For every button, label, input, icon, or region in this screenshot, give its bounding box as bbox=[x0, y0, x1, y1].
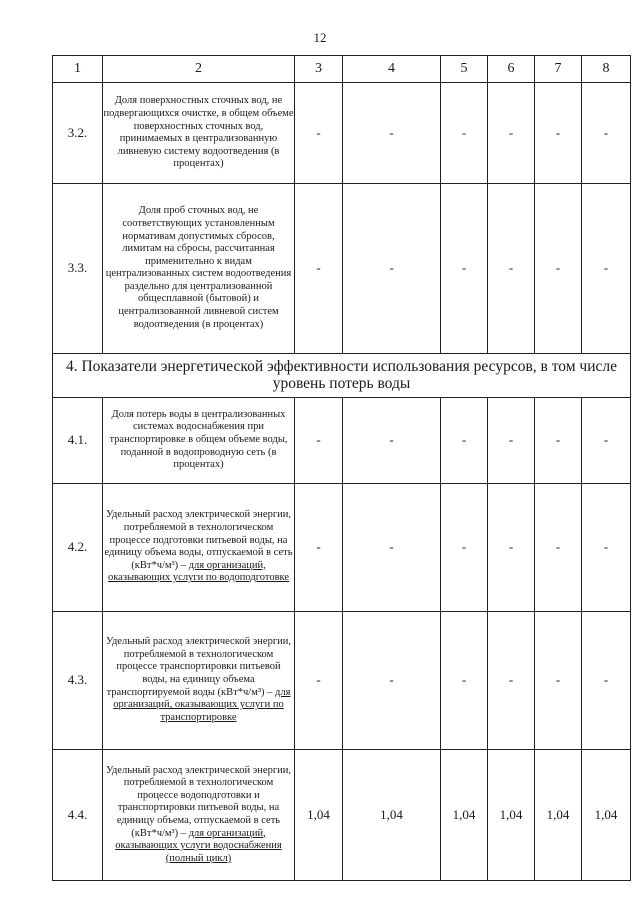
value-cell: - bbox=[535, 184, 582, 353]
value-cell: - bbox=[535, 83, 582, 184]
value-cell: - bbox=[582, 397, 631, 483]
value-cell: - bbox=[295, 611, 343, 749]
header-cell: 7 bbox=[535, 56, 582, 83]
table-row bbox=[53, 184, 631, 353]
value-cell: - bbox=[488, 184, 535, 353]
table-row bbox=[53, 483, 631, 611]
section-row bbox=[53, 353, 631, 397]
value-cell: - bbox=[582, 483, 631, 611]
value-cell: 1,04 bbox=[582, 749, 631, 880]
description-text: Удельный расход электрической энергии, потребляемой в технологическом процессе подготовки питьевой воды, на единицу объема воды, отпускаемой в сеть (кВт*ч/м³) – bbox=[104, 509, 293, 571]
header-row bbox=[53, 56, 631, 83]
value-cell: - bbox=[488, 397, 535, 483]
row-description bbox=[103, 83, 295, 184]
value-cell: - bbox=[441, 184, 488, 353]
value-cell: - bbox=[535, 397, 582, 483]
value-cell: 1,04 bbox=[343, 749, 441, 880]
row-description bbox=[103, 397, 295, 483]
indicators-table bbox=[52, 55, 631, 881]
row-description bbox=[103, 749, 295, 880]
value-cell: 1,04 bbox=[535, 749, 582, 880]
table-row bbox=[53, 83, 631, 184]
row-number: 4.3. bbox=[53, 611, 103, 749]
row-number: 4.1. bbox=[53, 397, 103, 483]
section-title: 4. Показатели энергетической эффективности использования ресурсов, в том числе уровень потерь воды bbox=[53, 353, 631, 397]
value-cell: - bbox=[488, 483, 535, 611]
value-cell: - bbox=[535, 611, 582, 749]
description-text: Доля проб сточных вод, не соответствующих установленным нормативам допустимых сбросов, лимитам на сбросы, рассчитанная применительно к видам централизованных систем водоотведения раздельно для централизованной общесплавной (бытовой) и централизованной ливневой систем водоотведения (в процентах) bbox=[105, 205, 292, 330]
value-cell: - bbox=[441, 483, 488, 611]
row-description bbox=[103, 483, 295, 611]
table-body bbox=[53, 56, 631, 881]
value-cell: - bbox=[343, 397, 441, 483]
value-cell: - bbox=[441, 397, 488, 483]
row-description bbox=[103, 184, 295, 353]
value-cell: - bbox=[441, 83, 488, 184]
header-cell: 8 bbox=[582, 56, 631, 83]
value-cell: - bbox=[343, 611, 441, 749]
header-cell: 5 bbox=[441, 56, 488, 83]
value-cell: - bbox=[582, 83, 631, 184]
value-cell: - bbox=[295, 184, 343, 353]
row-description bbox=[103, 611, 295, 749]
header-cell: 6 bbox=[488, 56, 535, 83]
value-cell: - bbox=[295, 397, 343, 483]
value-cell: 1,04 bbox=[295, 749, 343, 880]
value-cell: 1,04 bbox=[488, 749, 535, 880]
description-underlined-text: для организаций, оказывающих услуги по транспортировке bbox=[113, 686, 291, 723]
header-cell: 1 bbox=[53, 56, 103, 83]
value-cell: - bbox=[582, 611, 631, 749]
row-number: 3.2. bbox=[53, 83, 103, 184]
row-number: 4.2. bbox=[53, 483, 103, 611]
page-number: 12 bbox=[313, 30, 327, 45]
description-underlined-text: для организаций, оказывающих услуги водоснабжения (полный цикл) bbox=[115, 827, 282, 864]
value-cell: 1,04 bbox=[441, 749, 488, 880]
value-cell: - bbox=[488, 611, 535, 749]
value-cell: - bbox=[441, 611, 488, 749]
description-underlined-text: для организаций, оказывающих услуги по водоподготовке bbox=[107, 559, 290, 584]
row-number: 4.4. bbox=[53, 749, 103, 880]
description-text: Доля потерь воды в централизованных системах водоснабжения при транспортировке в общем объеме воды, поданной в водопроводную сеть (в процентах) bbox=[109, 408, 288, 471]
table-row bbox=[53, 749, 631, 880]
header-cell: 4 bbox=[343, 56, 441, 83]
value-cell: - bbox=[295, 483, 343, 611]
description-text: Удельный расход электрической энергии, потребляемой в технологическом процессе водоподготовки и транспортировки питьевой воды, на единицу объема, отпускаемой в сеть (кВт*ч/м³) – bbox=[105, 764, 291, 839]
value-cell: - bbox=[488, 83, 535, 184]
table-row bbox=[53, 611, 631, 749]
value-cell: - bbox=[343, 483, 441, 611]
value-cell: - bbox=[295, 83, 343, 184]
description-text: Удельный расход электрической энергии, потребляемой в технологическом процессе транспортировки питьевой воды, на единицу объема транспортируемой воды (кВт*ч/м³) – bbox=[105, 636, 291, 698]
value-cell: - bbox=[343, 184, 441, 353]
header-cell: 3 bbox=[295, 56, 343, 83]
value-cell: - bbox=[582, 184, 631, 353]
table-row bbox=[53, 397, 631, 483]
row-number: 3.3. bbox=[53, 184, 103, 353]
description-text: Доля поверхностных сточных вод, не подвергающихся очистке, в общем объеме поверхностных сточных вод, принимаемых в централизованную ливневую систему водоотведения (в процентах) bbox=[103, 95, 294, 170]
value-cell: - bbox=[535, 483, 582, 611]
value-cell: - bbox=[343, 83, 441, 184]
header-cell: 2 bbox=[103, 56, 295, 83]
